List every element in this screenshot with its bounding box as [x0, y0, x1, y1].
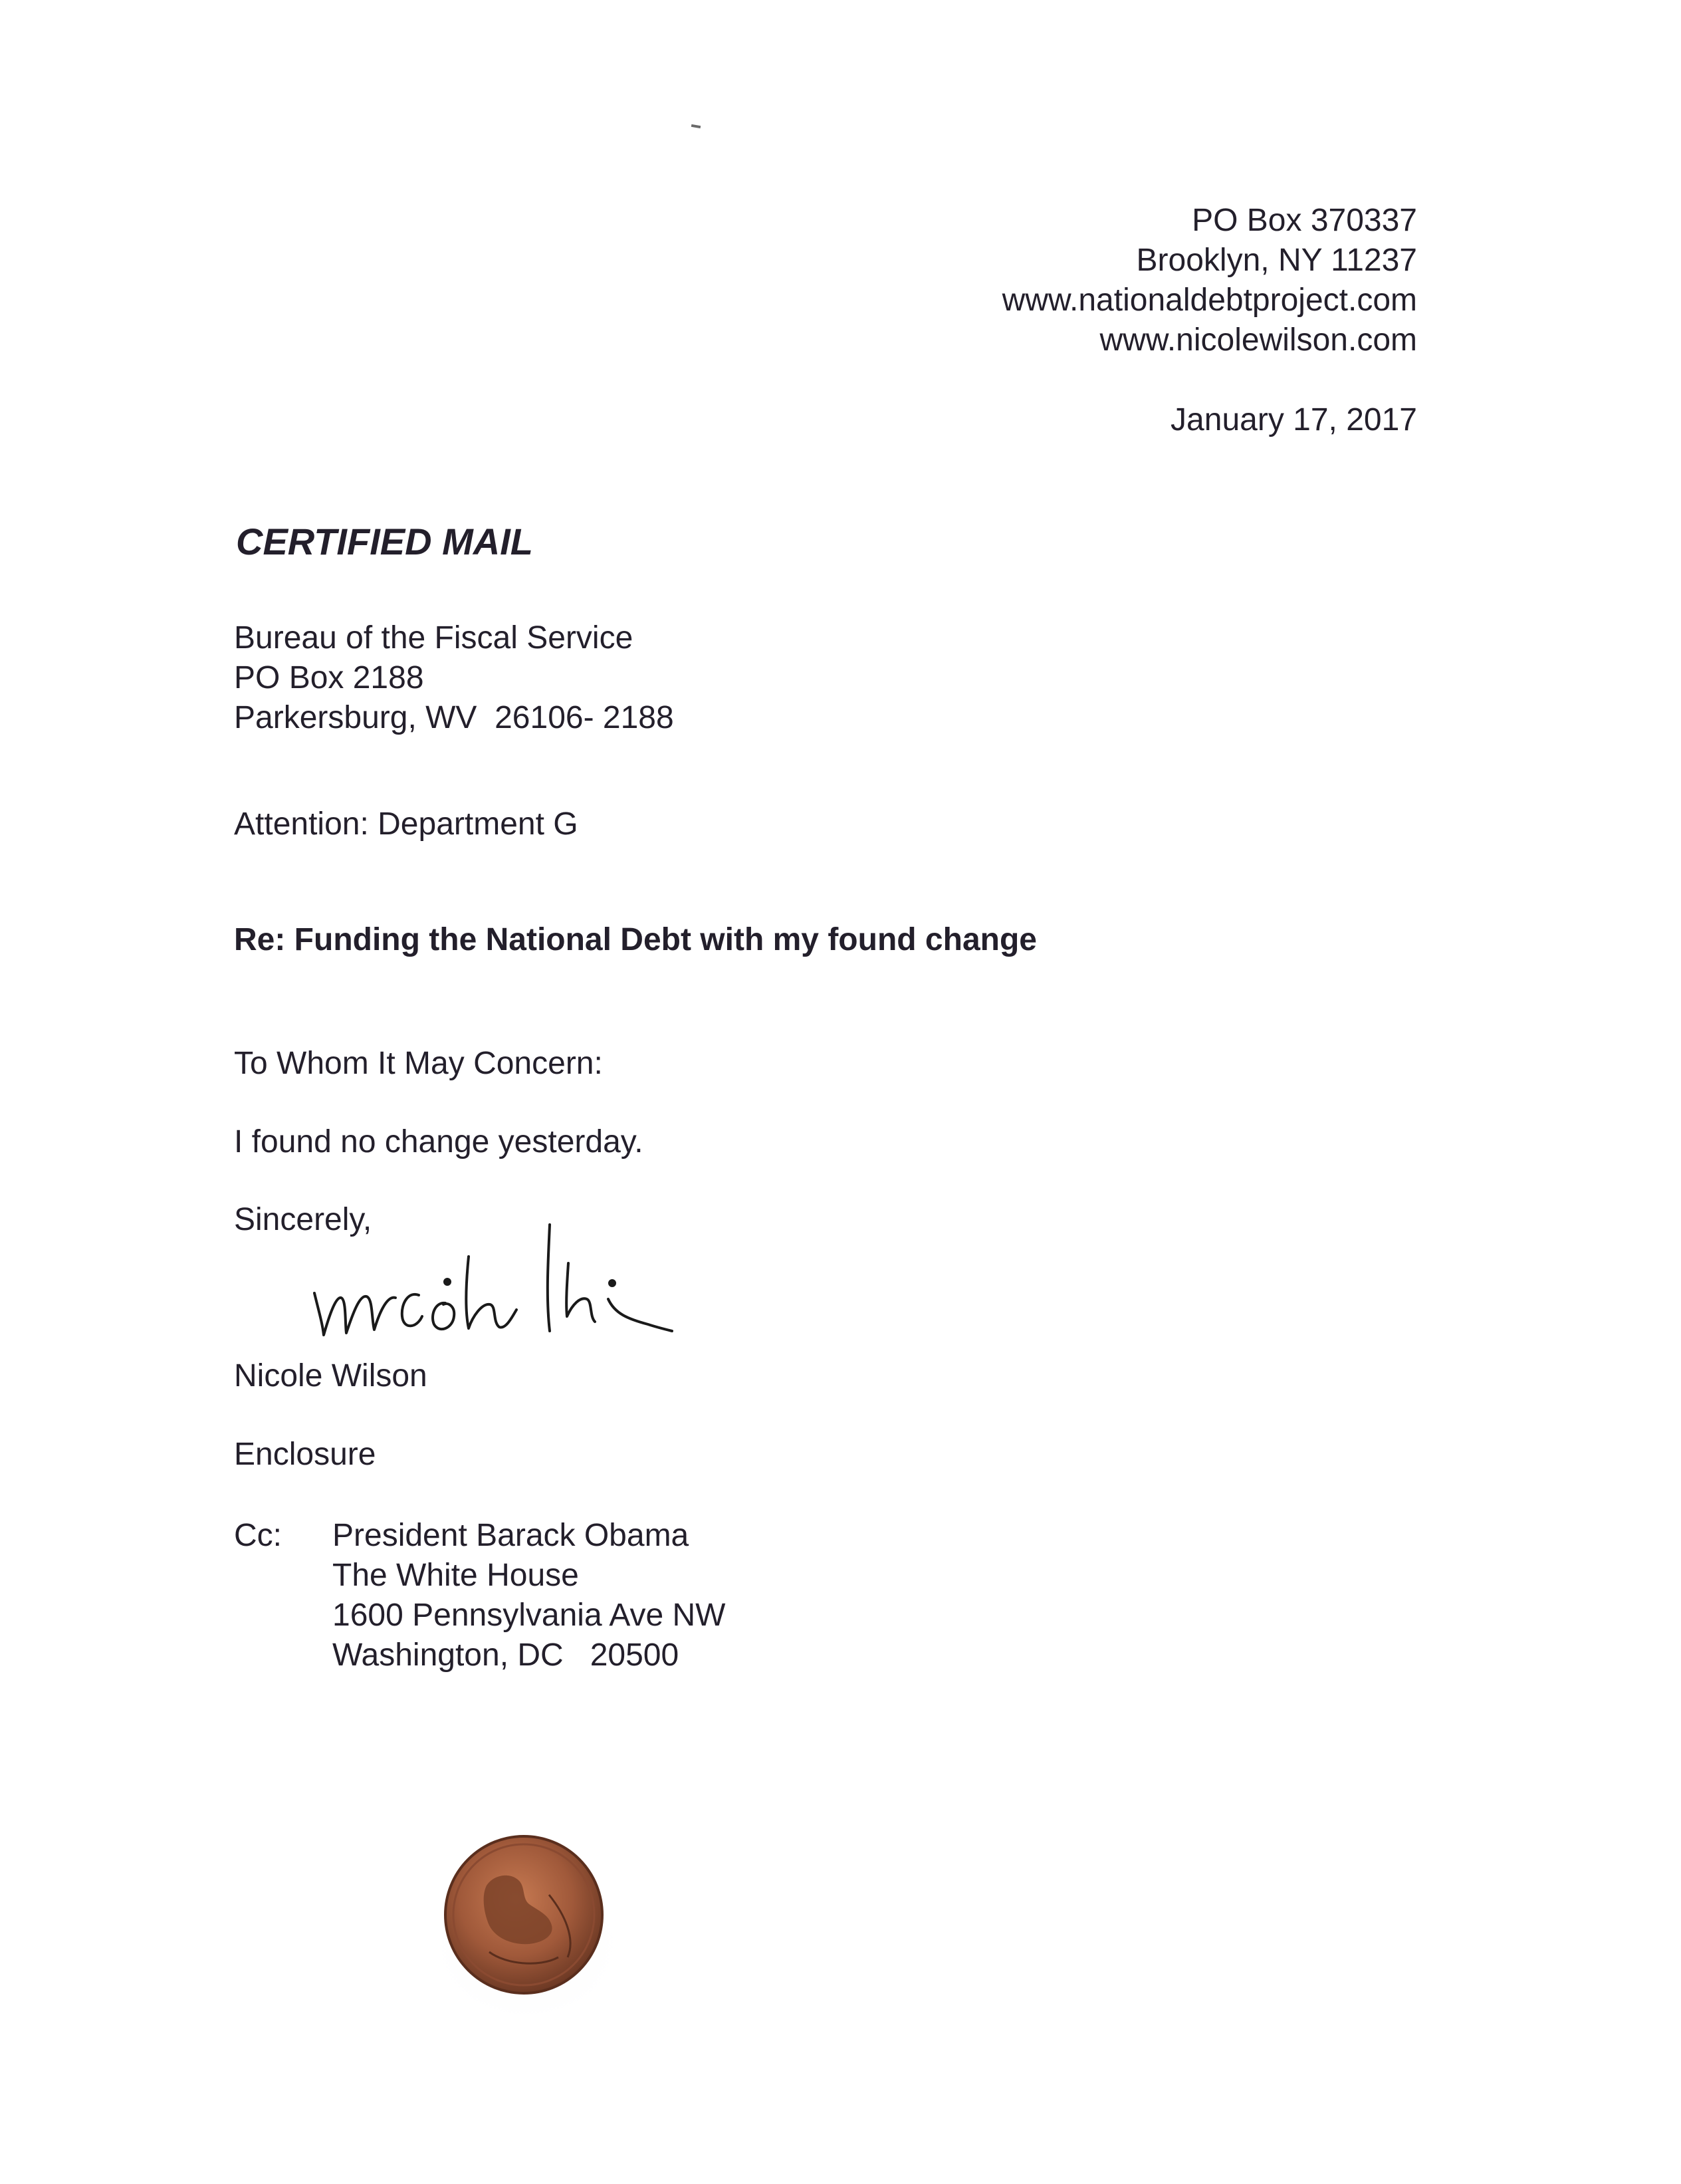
- cc-label: Cc:: [234, 1518, 282, 1553]
- recipient-address-line1: PO Box 2188: [234, 660, 424, 695]
- sender-website1: www.nationaldebtproject.com: [1002, 283, 1417, 318]
- enclosure-block: [234, 1435, 376, 1475]
- salutation-block: [234, 1044, 603, 1084]
- subject-line: Re: Funding the National Debt with my found change: [234, 922, 1037, 957]
- cc-address: [332, 1516, 725, 1675]
- closing: Sincerely,: [234, 1202, 372, 1237]
- signer-name: Nicole Wilson: [234, 1358, 427, 1394]
- attention-line: Attention: Department G: [234, 806, 578, 842]
- sender-address-line2: Brooklyn, NY 11237: [1136, 243, 1417, 278]
- signer-block: [234, 1356, 427, 1396]
- enclosure-label: Enclosure: [234, 1437, 376, 1472]
- body-block: [234, 1122, 643, 1162]
- mail-type-heading: CERTIFIED MAIL: [236, 521, 533, 562]
- cc-address-line1: The White House: [332, 1558, 579, 1593]
- recipient-address-line2: Parkersburg, WV 26106- 2188: [234, 700, 674, 735]
- handwritten-signature: [302, 1217, 675, 1350]
- letter-date: January 17, 2017: [1171, 402, 1417, 437]
- subject-block: [234, 920, 1037, 960]
- sender-address: [819, 201, 1417, 360]
- penny-coin-icon: [425, 1822, 625, 2021]
- body-text: I found no change yesterday.: [234, 1124, 643, 1159]
- sender-address-line1: PO Box 370337: [1192, 203, 1417, 238]
- scan-speck: [691, 124, 701, 128]
- recipient-name: Bureau of the Fiscal Service: [234, 620, 633, 656]
- salutation: To Whom It May Concern:: [234, 1046, 603, 1081]
- attention-line-block: [234, 804, 578, 844]
- cc-address-line3: Washington, DC 20500: [332, 1638, 679, 1673]
- cc-address-line2: 1600 Pennsylvania Ave NW: [332, 1598, 726, 1633]
- cc-name: President Barack Obama: [332, 1518, 689, 1553]
- recipient-address: [234, 618, 674, 738]
- sender-website2: www.nicolewilson.com: [1099, 322, 1417, 358]
